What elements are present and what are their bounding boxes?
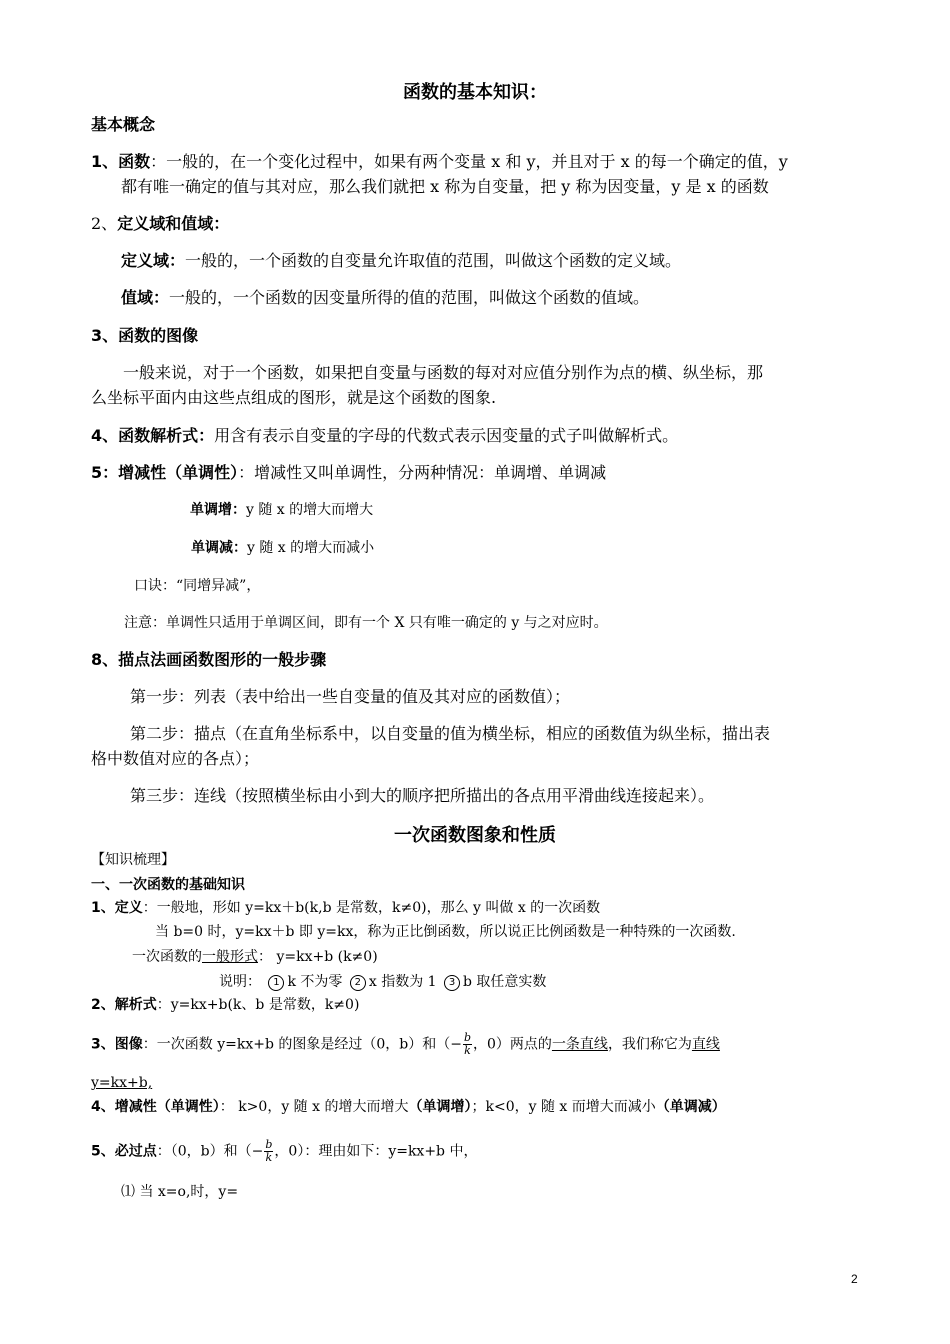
fixed-points: 5、必过点：（0，b）和（− $\frac{b}{k}$ ，0）：理由如下：y=kx+b 中，: [91, 1138, 478, 1164]
conditions: 说明： 1 k 不为零 2 x 指数为 1 3 b 取任意实数: [219, 974, 547, 990]
step-2-cont: 格中数值对应的各点）；: [91, 749, 260, 768]
fraction-b-over-k: $\frac{b}{k}$: [463, 1031, 472, 1057]
section-title-linear-function: 一次函数图象和性质: [394, 825, 556, 846]
linear-monotonicity: 4、增减性（单调性）： k>0，y 随 x 的增大而增大（单调增）；k<0，y 随 x 而增大而减小（单调减）: [91, 1099, 726, 1115]
graph-text: 一般来说，对于一个函数，如果把自变量与函数的每对对应值分别作为点的横、纵坐标，那: [123, 363, 764, 382]
function-definition: 1、函数：一般的，在一个变化过程中，如果有两个变量 x 和 y，并且对于 x 的每一个确定的值，y: [91, 152, 788, 171]
section-basic-concepts: 基本概念: [91, 115, 156, 134]
section-domain-range: 2、定义域和值域：: [91, 214, 230, 233]
graph-text-cont: 么坐标平面内由这些点组成的图形，就是这个函数的图象.: [91, 388, 497, 407]
monotonicity: 5：增减性（单调性）：增减性又叫单调性，分两种情况：单调增、单调减: [91, 463, 607, 482]
linear-graph-cont: y=kx+b,: [91, 1075, 153, 1091]
circled-number-1: 1: [268, 975, 284, 991]
fixed-points-case-1: ⑴ 当 x=o,时，y=: [121, 1184, 239, 1200]
general-form: 一次函数的一般形式： y=kx+b (k≠0): [132, 949, 378, 965]
linear-basics-heading: 一、一次函数的基础知识: [91, 877, 245, 893]
function-definition-cont: 都有唯一确定的值与其对应，那么我们就把 x 称为自变量，把 y 称为因变量，y 是 x 的函数: [121, 177, 769, 196]
section-plot-steps: 8、描点法画函数图形的一般步骤: [91, 650, 327, 669]
section-graph: 3、函数的图像: [91, 326, 199, 345]
page-title: 函数的基本知识：: [403, 82, 547, 103]
step-3: 第三步：连线（按照横坐标由小到大的顺序把所描出的各点用平滑曲线连接起来）。: [130, 786, 715, 805]
linear-graph: 3、图像：一次函数 y=kx+b 的图象是经过（0，b）和（− $\frac{b}{k}$ ，0）两点的一条直线，我们称它为直线: [91, 1031, 720, 1057]
fraction-b-over-k-2: $\frac{b}{k}$: [265, 1138, 273, 1164]
circled-number-3: 3: [444, 975, 460, 991]
step-2: 第二步：描点（在直角坐标系中，以自变量的值为横坐标，相应的函数值为纵坐标，描出表: [130, 724, 771, 743]
proportional-function-note: 当 b=0 时，y=kx＋b 即 y=kx，称为正比倒函数，所以说正比例函数是一种特殊的一次函数.: [155, 924, 736, 940]
page-number: 2: [851, 1272, 858, 1286]
monotonicity-note: 注意：单调性只适用于单调区间，即有一个 X 只有唯一确定的 y 与之对应时。: [124, 615, 608, 631]
increasing-note: 单调增：y 随 x 的增大而增大: [190, 502, 374, 518]
domain-definition: 定义域：一般的，一个函数的自变量允许取值的范围，叫做这个函数的定义域。: [121, 251, 682, 270]
knowledge-tag: 【知识梳理】: [91, 852, 175, 868]
mnemonic: 口诀：“同增异减”，: [134, 578, 261, 594]
range-definition: 值域：一般的，一个函数的因变量所得的值的范围，叫做这个函数的值域。: [121, 288, 650, 307]
step-1: 第一步：列表（表中给出一些自变量的值及其对应的函数值）；: [130, 687, 571, 706]
linear-definition: 1、定义：一般地，形如 y=kx＋b(k,b 是常数，k≠0)，那么 y 叫做 x 的一次函数: [91, 900, 601, 916]
linear-analytic: 2、解析式：y=kx+b(k、b 是常数，k≠0): [91, 997, 360, 1013]
analytic-expression: 4、函数解析式：用含有表示自变量的字母的代数式表示因变量的式子叫做解析式。: [91, 426, 679, 445]
circled-number-2: 2: [350, 975, 366, 991]
decreasing-note: 单调减：y 随 x 的增大而减小: [191, 540, 375, 556]
